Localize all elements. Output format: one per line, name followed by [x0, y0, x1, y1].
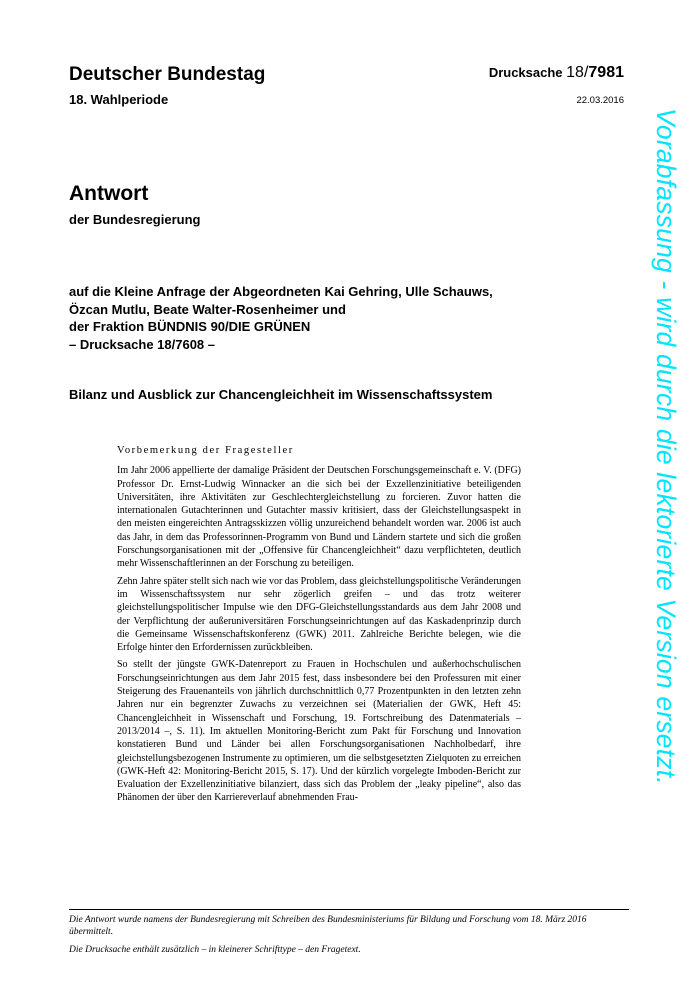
electoral-period: 18. Wahlperiode [69, 92, 169, 107]
document-number [489, 64, 624, 82]
inquiry-reference [69, 283, 569, 353]
body-text [117, 444, 521, 809]
preliminary-remark-heading: Vorbemerkung der Fragesteller [117, 445, 294, 456]
footer-notes [69, 914, 629, 961]
watermark-container [645, 108, 685, 898]
inquiry-line: auf die Kleine Anfrage der Abgeordneten Kai Gehring, Ulle Schauws, [69, 284, 493, 299]
document-number-prefix: 18/ [566, 64, 589, 81]
document-date: 22.03.2016 [576, 95, 624, 106]
subject-heading: Bilanz und Ausblick zur Chancengleichheit im Wissenschaftssystem [69, 387, 493, 402]
inquiry-line: Özcan Mutlu, Beate Walter-Rosenheimer und [69, 301, 346, 317]
document-number-label: Drucksache [488, 65, 563, 80]
footer-divider [69, 909, 629, 910]
body-paragraph: Im Jahr 2006 appellierte der damalige Präsident der Deutschen Forschungsgemeinschaft e. V. (DFG) Professor Dr. Ernst-Ludwig Winnacker an die sich bei der Exzellenzinitiative beteiligenden Universitäten, ihre Aktivitäten zur Geschlechtergleichstellung zu forcieren. Zuvor hatten die internationalen Gutachterinnen und Gutachter massiv kritisiert, dass der Gleichstellungsaspekt in den meisten eingereichten Antragsskizzen völlig unzureichend behandelt worden war. 2006 ist auch das Jahr, in dem das Professorinnen-Programm von Bund und Ländern startete und sich die großen Forschungsorganisationen mit der „Offensive für Chancengleichheit“ dazu verpflichteten, deutlich mehr Wissenschaftlerinnen an der Forschung zu beteiligen. [117, 465, 521, 570]
parliament-name: Deutscher Bundestag [69, 64, 266, 85]
document-subtitle: der Bundesregierung [69, 212, 201, 227]
body-paragraph: Zehn Jahre später stellt sich nach wie vor das Problem, dass gleichstellungspolitische Veränderungen im Wissenschaftssystem nur sehr zögerlich greifen – und das trotz weiterer gleichstellungspolitischer Impulse wie den DFG-Gleichstellungsstandards aus dem Jahr 2008 und der Verpflichtung der außeruniversitären Forschungseinrichtungen auf das Kaskadenprinzip durch die Gemeinsame Wissenschaftskonferenz (GWK) 2011. Zahlreiche Berichte belegen, wie die Erfolge hinter den Erfordernissen zurückbleiben. [117, 575, 521, 654]
inquiry-line: der Fraktion BÜNDNIS 90/DIE GRÜNEN [69, 319, 311, 334]
draft-watermark: Vorabfassung - wird durch die lektorierte Version ersetzt. [651, 108, 681, 785]
inquiry-line: – Drucksache 18/7608 – [69, 336, 215, 352]
body-paragraph: So stellt der jüngste GWK-Datenreport zu Frauen in Hochschulen und außerhochschulischen Forschungseinrichtungen aus dem Jahr 2015 fest, dass insbesondere bei den Professuren mit einer Steigerung des Frauenanteils von jährlich durchschnittlich 0,77 Prozentpunkten in den letzten zehn Jahren nur ein begrenzter Zuwachs zu verzeichnen sei (Materialien der GWK, Heft 45: Chancengleichheit in Wissenschaft und Forschung, 19. Fortschreibung des Datenmaterials –2013/2014 –, S. 11). Im aktuellen Monitoring-Bericht zum Pakt für Forschung und Innovation konstatieren Bund und Länder bei allen Forschungsorganisationen Nachholbedarf, ihre gleichstellungsbezogenen Instrumente zu optimieren, um die selbstgesetzten Zielquoten zu erreichen (GWK-Heft 42: Monitoring-Bericht 2015, S. 17). Und der kürzlich vorgelegte Imboden-Bericht zur Evaluation der Exzellenzinitiative bilanziert, dass sich das Problem der „leaky pipeline“, also das Phänomen der über den Karriereverlauf abnehmenden Frau- [117, 659, 521, 804]
footer-note: Die Antwort wurde namens der Bundesregierung mit Schreiben des Bundesministeriums für Bildung und Forschung vom 18. März 2016 übermittelt. [69, 915, 587, 938]
document-number-value: 7981 [588, 64, 624, 81]
document-title: Antwort [69, 182, 149, 205]
footer-note: Die Drucksache enthält zusätzlich – in kleinerer Schrifttype – den Fragetext. [69, 944, 361, 955]
